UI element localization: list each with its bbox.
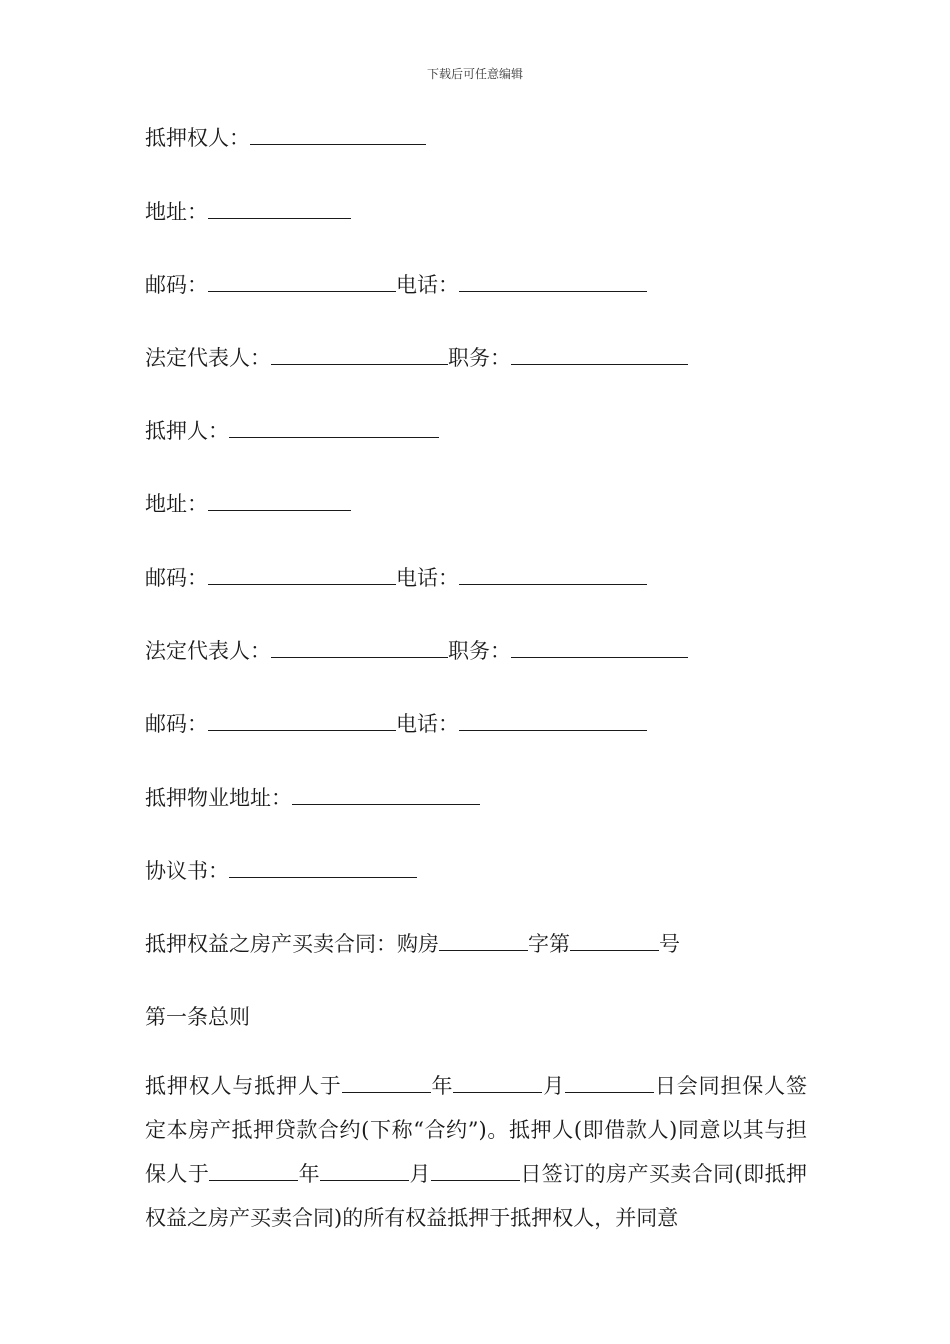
paragraph-text: 日签订的房产买卖合同(即抵押权益之房产买卖合同)的所有权益抵押于抵押权人，并同意 — [145, 1162, 808, 1230]
article-paragraph — [145, 1064, 807, 1240]
postcode-blank[interactable] — [208, 269, 396, 292]
position-blank[interactable] — [511, 342, 688, 365]
address-row-2 — [145, 488, 351, 519]
property-address-blank[interactable] — [292, 782, 480, 805]
paragraph-text: 日会同担保人签定本房产抵押贷款合约(下称“合约”)。抵押人(即借款人)同意以其与担保人于 — [145, 1074, 808, 1186]
paragraph-text: 月 — [409, 1162, 431, 1186]
mortgagee-label: 抵押权人： — [145, 126, 250, 150]
mortgagor-label: 抵押人： — [145, 419, 229, 443]
postcode-phone-row-2 — [145, 562, 647, 593]
address-label: 地址： — [145, 200, 208, 224]
contract-mid-label: 字第 — [528, 932, 570, 956]
phone-blank[interactable] — [459, 269, 647, 292]
address-row-1 — [145, 196, 351, 227]
postcode-phone-row-1 — [145, 269, 647, 300]
address-blank[interactable] — [208, 196, 351, 219]
month-blank[interactable] — [453, 1072, 542, 1093]
postcode-label: 邮码： — [145, 566, 208, 590]
paragraph-text: 月 — [542, 1074, 566, 1098]
contract-number-blank[interactable] — [570, 928, 659, 951]
contract-prefix-blank[interactable] — [439, 928, 528, 951]
paragraph-text: 抵押权人与抵押人于 — [145, 1074, 342, 1098]
phone-label: 电话： — [396, 566, 459, 590]
address-label: 地址： — [145, 492, 208, 516]
legal-rep-label: 法定代表人： — [145, 639, 271, 663]
contract-label: 抵押权益之房产买卖合同：购房 — [145, 932, 439, 956]
day-blank[interactable] — [565, 1072, 654, 1093]
postcode-phone-row-3 — [145, 708, 647, 739]
day-blank[interactable] — [431, 1160, 520, 1181]
postcode-blank[interactable] — [208, 708, 396, 731]
agreement-row — [145, 855, 417, 886]
page-header: 下载后可任意编辑 — [426, 67, 523, 81]
legal-rep-label: 法定代表人： — [145, 346, 271, 370]
position-label: 职务： — [448, 639, 511, 663]
postcode-label: 邮码： — [145, 712, 208, 736]
postcode-blank[interactable] — [208, 562, 396, 585]
article-heading: 第一条总则 — [145, 1005, 250, 1029]
phone-label: 电话： — [396, 712, 459, 736]
legal-rep-blank[interactable] — [271, 342, 448, 365]
phone-label: 电话： — [396, 273, 459, 297]
agreement-blank[interactable] — [229, 855, 417, 878]
address-blank[interactable] — [208, 488, 351, 511]
year-blank[interactable] — [209, 1160, 298, 1181]
mortgagor-row — [145, 415, 439, 446]
legal-rep-blank[interactable] — [271, 635, 448, 658]
postcode-label: 邮码： — [145, 273, 208, 297]
position-label: 职务： — [448, 346, 511, 370]
legal-rep-row-2 — [145, 635, 688, 666]
property-address-label: 抵押物业地址： — [145, 786, 292, 810]
year-blank[interactable] — [342, 1072, 431, 1093]
position-blank[interactable] — [511, 635, 688, 658]
month-blank[interactable] — [320, 1160, 409, 1181]
mortgagee-row — [145, 122, 426, 153]
property-address-row — [145, 782, 480, 813]
agreement-label: 协议书： — [145, 859, 229, 883]
phone-blank[interactable] — [459, 562, 647, 585]
mortgagor-blank[interactable] — [229, 415, 439, 438]
mortgagee-blank[interactable] — [250, 122, 426, 145]
contract-suffix-label: 号 — [659, 932, 680, 956]
contract-row — [145, 928, 680, 959]
paragraph-text: 年 — [430, 1074, 454, 1098]
phone-blank[interactable] — [459, 708, 647, 731]
paragraph-text: 年 — [298, 1162, 321, 1186]
legal-rep-row-1 — [145, 342, 688, 373]
